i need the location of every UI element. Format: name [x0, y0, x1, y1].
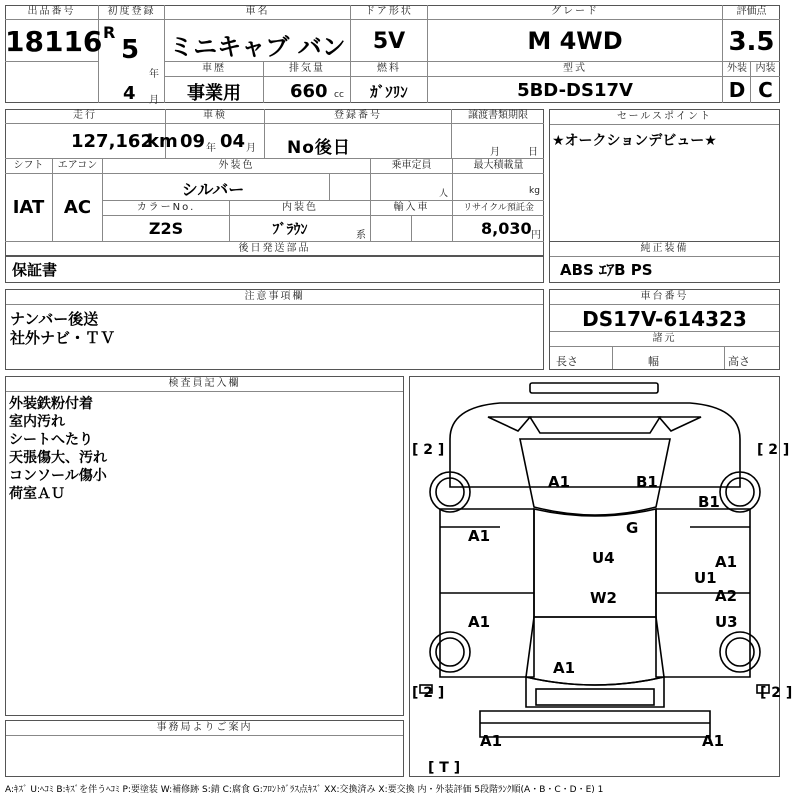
capacity-unit: 人: [439, 189, 449, 199]
chassis-number: DS17V-614323: [582, 307, 747, 331]
model-label: 型式: [428, 62, 722, 77]
tag-front-right: [ 2 ]: [757, 442, 790, 458]
car-name-cell: [165, 5, 351, 62]
rear-bumper: [480, 711, 710, 737]
int-color-label: 内装色: [230, 201, 370, 216]
inspector-line-5: コンソール傷小: [9, 468, 107, 484]
max-load-cell: [453, 159, 544, 201]
int-color-cell: [230, 201, 371, 241]
tag-front-left: [ 2 ]: [412, 442, 445, 458]
inspection-label: 車検: [166, 109, 264, 124]
inspector-line-3: シートへたり: [9, 432, 93, 448]
dims-label: 諸元: [550, 331, 779, 347]
dim-length: 長さ: [556, 355, 578, 368]
deferred-parts: 保証書: [12, 261, 58, 279]
mark-rear-bumper-left: A1: [480, 732, 503, 750]
ext-color-label: 外装色: [103, 159, 370, 174]
reg-cell: [265, 109, 452, 159]
tag-rear-left: [ 2 ]: [412, 685, 445, 701]
deferred-label-row: [5, 241, 544, 256]
ac: AC: [63, 197, 92, 218]
int-grade-label: 内装: [751, 62, 780, 77]
transfer-cell: [452, 109, 544, 159]
recycle-cell: [453, 201, 544, 241]
insp-year-unit: 年: [206, 143, 216, 154]
fuel-label: 燃料: [351, 62, 427, 77]
shift-label: シフト: [5, 159, 52, 174]
dim-divider-1: [612, 347, 613, 369]
roof-bar: [530, 383, 658, 393]
front-light-right: [659, 417, 701, 431]
notes-line-2: 社外ナビ・ＴＶ: [10, 329, 116, 347]
deferred-label: 後日発送部品: [238, 243, 311, 254]
int-color: ﾌﾞﾗｳﾝ: [272, 222, 308, 238]
int-grade: C: [758, 78, 773, 102]
fuel-cell: [351, 62, 428, 103]
door-cell: [351, 5, 428, 62]
model-code: 5BD-DS17V: [517, 80, 633, 101]
import-divider: [411, 216, 412, 241]
dim-divider-2: [724, 347, 725, 369]
dim-width: 幅: [648, 355, 659, 368]
deferred-box: [5, 256, 544, 283]
sales-point-text: ★オークションデビュー★: [552, 133, 717, 149]
lot-no-cell: [5, 5, 103, 62]
legend: A:ｷｽﾞ U:ﾍｺﾐ B:ｷｽﾞを伴うﾍｺﾐ P:要塗装 W:補修跡 S:錆 C:腐食 G:ﾌﾛﾝﾄｶﾞﾗｽ点ｷｽﾞ XX:交換済み X:要交換 内・外装評価 5段階ﾗﾝｸ順(A・B・C・D・E) 1: [5, 785, 604, 795]
shift: IAT: [12, 197, 45, 218]
model-cell: [428, 62, 723, 103]
ext-grade-label: 外装: [723, 62, 751, 77]
car-diagram: [409, 376, 793, 777]
displacement: 660: [290, 81, 328, 102]
reg-number: No後日: [287, 138, 351, 158]
notes-label: 注意事項欄: [6, 290, 543, 305]
first-reg-year: 5: [121, 35, 140, 65]
tag-bottom: [ T ]: [428, 760, 461, 776]
capacity-cell: [371, 159, 453, 201]
ac-cell: [53, 159, 103, 241]
month-unit: 月: [149, 95, 159, 106]
dim-height: 高さ: [728, 355, 750, 368]
recycle: 8,030: [481, 219, 532, 238]
inspector-label: 検査員記入欄: [6, 377, 403, 392]
mark-right-rear-quarter: U3: [715, 613, 738, 631]
reg-label: 登録番号: [265, 109, 451, 124]
year-unit: 年: [149, 69, 159, 80]
door-label: ドア形状: [351, 5, 427, 20]
inspector-line-1: 外装鉄粉付着: [9, 396, 93, 412]
lot-no: 18116: [5, 25, 103, 58]
rear-hatch: [526, 677, 664, 707]
mileage: 127,162: [71, 131, 153, 152]
mileage-unit: km: [147, 131, 178, 152]
mark-roof: U4: [592, 549, 615, 567]
mark-rear-glass: A1: [553, 659, 576, 677]
equipment-label: 純正装備: [550, 242, 779, 257]
import-cell: [371, 201, 453, 241]
capacity-label: 乗車定員: [371, 159, 452, 174]
ext-color: シルバー: [181, 180, 245, 199]
fuel: ｶﾞｿﾘﾝ: [370, 83, 408, 101]
color-no: Z2S: [148, 219, 184, 238]
first-reg-month: 4: [123, 83, 136, 104]
front-light-left: [488, 417, 530, 431]
inspector-line-4: 天張傷大、汚れ: [9, 450, 107, 466]
insp-month: 04: [220, 131, 246, 152]
ext-color-divider: [329, 174, 330, 201]
inspector-box: [5, 376, 404, 716]
notes-box: [5, 289, 544, 370]
int-grade-cell: [751, 62, 780, 103]
mark-right-front-door: A1: [715, 553, 738, 571]
dims-row: [550, 347, 779, 369]
disp-label: 排気量: [264, 62, 350, 77]
equipment-box: [549, 241, 780, 283]
first-reg-cell: [99, 5, 165, 106]
mark-left-rear-door: A1: [468, 613, 491, 631]
mileage-cell: [5, 109, 178, 159]
inspector-line-2: 室内汚れ: [9, 414, 65, 430]
recycle-label: リサイクル預託金: [453, 201, 544, 216]
front-grille: [530, 417, 660, 433]
lot-no-label: 出品番号: [5, 5, 98, 20]
mark-glass: G: [626, 519, 639, 537]
mark-windshield: B1: [636, 473, 658, 491]
ext-grade-cell: [723, 62, 751, 103]
score-label: 評価点: [723, 5, 780, 20]
mark-front-right: B1: [698, 493, 720, 511]
transfer-day: 日: [528, 147, 538, 158]
disp-cell: [264, 62, 351, 103]
recycle-unit: 円: [531, 230, 541, 241]
mark-hood: A1: [548, 473, 571, 491]
transfer-label: 譲渡書類期限: [452, 109, 544, 124]
mark-left-front-door: A1: [468, 527, 491, 545]
history-label: 車歴: [165, 62, 263, 77]
equipment-text: ABS ｴｱB PS: [560, 261, 653, 279]
disp-unit: cc: [334, 90, 344, 100]
color-no-label: カラーNo.: [103, 201, 229, 216]
era: R: [103, 23, 116, 42]
office-box: [5, 720, 404, 777]
car-name: ミニキャブ バン: [169, 33, 346, 61]
office-label: 事務局よりご案内: [6, 721, 403, 736]
transfer-month: 月: [490, 147, 500, 158]
notes-line-1: ナンバー後送: [10, 310, 99, 328]
ext-color-cell: [103, 159, 371, 201]
mark-right-rear-door: A2: [715, 587, 738, 605]
ext-grade: D: [728, 78, 746, 102]
sales-point-box: [549, 109, 780, 256]
sales-point-label: セールスポイント: [550, 110, 779, 125]
history-cell: [165, 62, 264, 103]
front-outline: [450, 403, 740, 487]
tag-rear-right: [ 2 ]: [760, 685, 793, 701]
int-color-unit: 系: [356, 230, 366, 241]
inspector-line-6: 荷室ＡＵ: [9, 486, 65, 502]
grade: M 4WD: [527, 27, 623, 55]
grade-label: グレード: [428, 5, 722, 20]
inspection-cell: [166, 109, 265, 159]
score-cell: [723, 5, 780, 62]
color-no-cell: [103, 201, 230, 241]
history: 事業用: [187, 83, 241, 104]
mark-rear-roof: W2: [590, 589, 617, 607]
door: 5V: [372, 29, 406, 54]
car-outline-svg: [410, 377, 793, 776]
rear-glass: [526, 617, 664, 685]
mileage-label: 走行: [5, 109, 165, 124]
import-label: 輸入車: [371, 201, 452, 216]
first-reg-label: 初度登録: [99, 5, 164, 20]
mark-right-door-2: U1: [694, 569, 717, 587]
score: 3.5: [728, 27, 775, 57]
max-load-unit: kg: [529, 186, 540, 196]
insp-year: 09: [180, 131, 206, 152]
rear-plate: [536, 689, 654, 705]
max-load-label: 最大積載量: [453, 159, 544, 174]
mark-rear-bumper-right: A1: [702, 732, 725, 750]
grade-cell: [428, 5, 723, 62]
lot-no-lower: [5, 62, 99, 103]
chassis-label: 車台番号: [550, 290, 779, 305]
shift-cell: [5, 159, 53, 241]
ac-label: エアコン: [53, 159, 102, 174]
insp-month-unit: 月: [246, 143, 256, 154]
chassis-box: [549, 289, 780, 370]
car-name-label: 車名: [165, 5, 350, 20]
